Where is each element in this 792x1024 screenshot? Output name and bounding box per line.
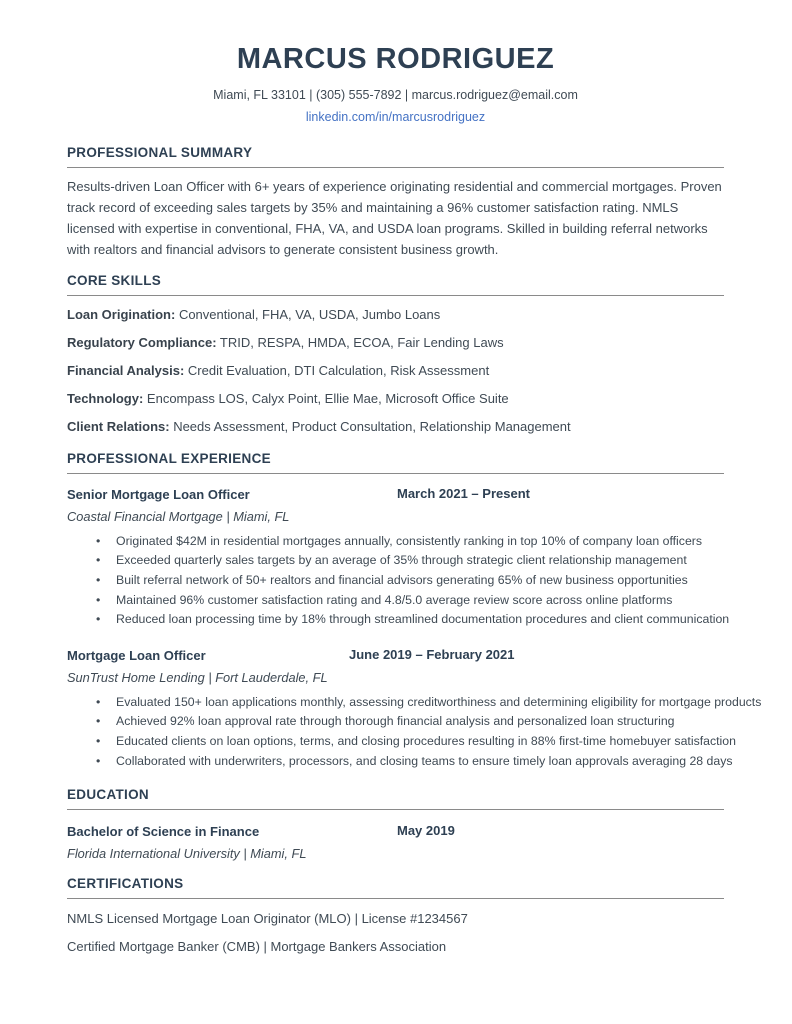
skill-value: Needs Assessment, Product Consultation, Relationship Management bbox=[169, 418, 571, 434]
bullet-text: Built referral network of 50+ realtors and financial advisors generating 65% of new business opportunities bbox=[116, 573, 688, 588]
education-heading: EDUCATION bbox=[67, 787, 724, 810]
bullet-item bbox=[67, 732, 736, 752]
skill-item-technology bbox=[67, 390, 724, 408]
job-senior-mortgage-loan-officer bbox=[67, 485, 730, 630]
experience-heading: PROFESSIONAL EXPERIENCE bbox=[67, 451, 724, 474]
bullet-dot: • bbox=[96, 533, 101, 548]
bullet-dot: • bbox=[96, 694, 101, 709]
job-mortgage-loan-officer bbox=[67, 646, 762, 771]
job-title-row bbox=[67, 486, 724, 504]
education-dates: May 2019 bbox=[397, 823, 455, 839]
bullet-text: Originated $42M in residential mortgages annually, consistently ranking in top 10% of company loan officers bbox=[116, 533, 703, 548]
skill-label: Technology: bbox=[67, 390, 144, 406]
bullet-item bbox=[67, 532, 724, 552]
bullet-item bbox=[67, 712, 724, 732]
bullet-item bbox=[67, 693, 762, 713]
contact-info: Miami, FL 33101 | (305) 555-7892 | marcus.rodriguez@email.com bbox=[213, 87, 578, 102]
bullet-text: Educated clients on loan options, terms, and closing procedures resulting in 88% first-time homebuyer satisfaction bbox=[116, 734, 736, 749]
skill-item-loan-origination bbox=[67, 306, 724, 324]
bullet-dot: • bbox=[96, 553, 101, 568]
bullet-item bbox=[67, 591, 724, 611]
job-dates: March 2021 – Present bbox=[397, 485, 530, 501]
bullet-text: Collaborated with underwriters, processors, and closing teams to ensure timely loan approvals averaging 28 days bbox=[116, 753, 733, 768]
bullet-dot: • bbox=[96, 612, 101, 627]
bullet-dot: • bbox=[96, 753, 101, 768]
skill-label: Financial Analysis: bbox=[67, 362, 185, 378]
section-professional-experience bbox=[67, 450, 762, 771]
skill-label: Client Relations: bbox=[67, 418, 170, 434]
certification-item-nmls: NMLS Licensed Mortgage Loan Originator (MLO) | License #1234567 bbox=[67, 911, 468, 927]
bullet-text: Evaluated 150+ loan applications monthly, assessing creditworthiness and determining eligibility for mortgage products bbox=[116, 694, 762, 709]
bullet-text: Exceeded quarterly sales targets by an average of 35% through strategic client relationship management bbox=[116, 553, 687, 568]
education-entry bbox=[67, 823, 724, 862]
candidate-name: MARCUS RODRIGUEZ bbox=[236, 43, 555, 75]
section-core-skills bbox=[67, 273, 724, 436]
bullet-dot: • bbox=[96, 714, 101, 729]
bullet-dot: • bbox=[96, 573, 101, 588]
bullet-dot: • bbox=[96, 592, 101, 607]
bullet-text: Achieved 92% loan approval rate through thorough financial analysis and personalized loan structuring bbox=[116, 714, 675, 729]
job-bullet-list bbox=[67, 693, 762, 771]
job-company: Coastal Financial Mortgage | Miami, FL bbox=[67, 508, 290, 524]
skill-item-financial-analysis bbox=[67, 362, 724, 380]
education-degree: Bachelor of Science in Finance bbox=[67, 824, 260, 840]
linkedin-row bbox=[67, 110, 724, 124]
summary-heading: PROFESSIONAL SUMMARY bbox=[67, 145, 724, 168]
section-certifications bbox=[67, 876, 724, 955]
linkedin-link[interactable]: linkedin.com/in/marcusrodriguez bbox=[305, 109, 486, 124]
certifications-heading: CERTIFICATIONS bbox=[67, 876, 724, 899]
job-company: SunTrust Home Lending | Fort Lauderdale, FL bbox=[67, 669, 328, 685]
bullet-dot: • bbox=[96, 734, 101, 749]
job-dates: June 2019 – February 2021 bbox=[349, 646, 515, 662]
skill-item-regulatory-compliance bbox=[67, 334, 724, 352]
bullet-item bbox=[67, 571, 724, 591]
bullet-text: Reduced loan processing time by 18% through streamlined documentation procedures and client communication bbox=[116, 612, 730, 627]
summary-text: Results-driven Loan Officer with 6+ years of experience originating residential and commercial mortgages. Proven track record of exceeding sales targets by 35% and maintaining a 96% customer satisfaction rating. NMLS licensed with expertise in conventional, FHA, VA, and USDA loan programs. Skilled in building referral networks with realtors and financial advisors to generate consistent business growth. bbox=[67, 178, 722, 257]
skills-heading: CORE SKILLS bbox=[67, 273, 724, 296]
job-title: Mortgage Loan Officer bbox=[67, 647, 206, 663]
education-school: Florida International University | Miami, FL bbox=[67, 846, 307, 862]
section-professional-summary bbox=[67, 145, 724, 260]
skill-value: TRID, RESPA, HMDA, ECOA, Fair Lending Laws bbox=[216, 334, 504, 350]
skill-item-client-relations bbox=[67, 418, 724, 436]
skill-value: Conventional, FHA, VA, USDA, Jumbo Loans bbox=[175, 306, 441, 322]
skill-value: Credit Evaluation, DTI Calculation, Risk Assessment bbox=[184, 362, 490, 378]
certification-item-cmb: Certified Mortgage Banker (CMB) | Mortgage Bankers Association bbox=[67, 939, 447, 955]
bullet-item bbox=[67, 610, 730, 630]
job-title: Senior Mortgage Loan Officer bbox=[67, 486, 250, 502]
bullet-item bbox=[67, 551, 724, 571]
education-title-row bbox=[67, 823, 724, 841]
bullet-text: Maintained 96% customer satisfaction rating and 4.8/5.0 average review score across online platforms bbox=[116, 592, 673, 607]
job-title-row bbox=[67, 647, 724, 665]
resume-header bbox=[67, 44, 724, 124]
section-education bbox=[67, 787, 724, 862]
skill-value: Encompass LOS, Calyx Point, Ellie Mae, Microsoft Office Suite bbox=[143, 390, 509, 406]
bullet-item bbox=[67, 752, 733, 772]
job-bullet-list bbox=[67, 532, 730, 630]
skill-label: Loan Origination: bbox=[67, 306, 176, 322]
skill-label: Regulatory Compliance: bbox=[67, 334, 217, 350]
